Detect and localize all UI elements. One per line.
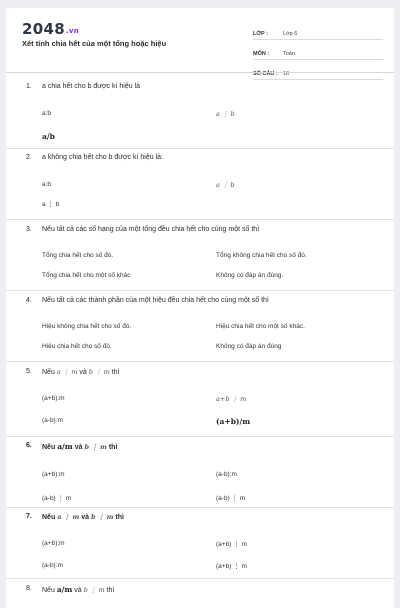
math-expression: b ⋮ m — [83, 586, 105, 594]
text-fragment: Nếu — [42, 587, 55, 594]
answer-a[interactable]: a:b — [42, 181, 52, 188]
math-expression: a ⋮ m — [56, 368, 78, 376]
answer-a[interactable]: (a+b):m — [42, 540, 65, 547]
answer-b[interactable]: Tổng không chia hết cho số đó. — [216, 252, 307, 259]
question-4 — [26, 297, 366, 350]
divider — [6, 361, 394, 362]
text-fragment: thì — [115, 514, 124, 521]
question-7 — [26, 513, 366, 570]
answer-b[interactable]: (a+b) ⋮ m — [216, 541, 247, 548]
answer-c[interactable]: (a-b):m — [42, 562, 63, 569]
math-expression: b ⋮ m — [88, 368, 110, 376]
brand-name: 2048 — [22, 20, 65, 38]
answer-a[interactable]: Hiệu không chia hết cho số đó. — [42, 323, 132, 330]
answer-a[interactable]: (a+b):m — [42, 395, 65, 402]
question-number: 5. — [26, 368, 32, 375]
question-text — [42, 442, 366, 451]
question-text: Nếu tất cả các thành phần của một hiệu đều chia hết cho cùng một số thì — [42, 297, 269, 304]
meta-class — [253, 22, 383, 40]
text-fragment: và — [74, 587, 82, 594]
answer-a[interactable]: Tổng chia hết cho số đó. — [42, 252, 114, 259]
answer-d[interactable]: Không có đáp án đúng. — [216, 272, 284, 279]
question-text — [42, 585, 366, 594]
answer-b[interactable]: Hiệu chia hết cho một số khác. — [216, 323, 305, 330]
divider — [6, 578, 394, 579]
math-expression: a/m — [57, 442, 73, 451]
text-fragment: thì — [108, 444, 118, 451]
question-number: 7. — [26, 513, 32, 520]
header-divider — [6, 72, 394, 73]
answer-d[interactable]: (a+b)/m — [216, 417, 251, 426]
text-fragment: thì — [106, 587, 115, 594]
meta-count-value: 16 — [283, 71, 290, 77]
math-expression: a ⋮ m — [57, 513, 80, 521]
divider — [6, 507, 394, 508]
meta-class-value: Lớp 6 — [283, 31, 298, 37]
question-text — [42, 513, 366, 521]
answer-d[interactable]: Không có đáp án đúng — [216, 343, 282, 350]
worksheet — [6, 8, 394, 608]
question-number: 6. — [26, 442, 32, 449]
answer-b[interactable]: a ⋮ b — [216, 110, 235, 118]
divider — [6, 436, 394, 437]
answer-c[interactable]: (a-b) ⋮ m — [42, 495, 72, 502]
divider — [6, 219, 394, 220]
math-expression: b ⋮ m — [91, 513, 114, 521]
question-1 — [26, 83, 366, 141]
question-number: 1. — [26, 83, 32, 90]
page-title: Xét tính chia hết của một tổng hoặc hiệu — [22, 39, 167, 48]
answer-d[interactable]: (a+b) ⋮ m — [216, 563, 247, 570]
meta-panel — [253, 22, 383, 82]
divider — [6, 148, 394, 149]
text-fragment: và — [74, 444, 83, 451]
question-number: 4. — [26, 297, 32, 304]
answer-b[interactable]: a ⋮ b — [216, 181, 235, 189]
meta-subject — [253, 42, 383, 60]
question-8 — [26, 585, 366, 594]
meta-subject-value: Toán — [283, 51, 295, 57]
question-number: 8. — [26, 585, 32, 592]
math-expression: a/m — [56, 585, 73, 594]
math-expression: b ⋮ m — [84, 443, 107, 451]
meta-subject-label: MÔN : — [253, 51, 270, 57]
answer-d[interactable]: (a-b) ⋮ m — [216, 495, 246, 502]
text-fragment: Nếu — [42, 514, 56, 521]
meta-count — [253, 62, 383, 80]
question-number: 2. — [26, 154, 32, 161]
meta-class-label: LỚP : — [253, 31, 268, 37]
answer-a[interactable]: (a+b):m — [42, 471, 65, 478]
question-2 — [26, 154, 366, 208]
question-6 — [26, 442, 366, 502]
answer-c[interactable]: (a-b):m — [42, 417, 63, 424]
divider — [6, 290, 394, 291]
text-fragment: thì — [111, 369, 120, 376]
question-text — [42, 368, 366, 376]
question-text: a không chia hết cho b được kí hiệu là: — [42, 154, 163, 161]
answer-b[interactable]: a+b ⋮ m — [216, 395, 247, 403]
brand-logo[interactable] — [22, 20, 79, 38]
question-text: Nếu tất cả các số hạng của một tổng đều chia hết cho cùng một số thì — [42, 226, 260, 233]
question-text: a chia hết cho b được kí hiệu là — [42, 83, 140, 90]
answer-c[interactable]: Tổng chia hết cho một số khác — [42, 272, 131, 279]
text-fragment: Nếu — [42, 444, 56, 451]
answer-c[interactable]: a/b — [42, 132, 55, 141]
answer-c[interactable]: a ⋮ b — [42, 201, 60, 208]
question-5 — [26, 368, 366, 426]
meta-count-label: SỐ CÂU : — [253, 71, 278, 77]
brand-suffix: .vn — [65, 27, 80, 35]
question-number: 3. — [26, 226, 32, 233]
answer-b[interactable]: (a-b):m — [216, 471, 237, 478]
text-fragment: Nếu — [42, 369, 55, 376]
answer-c[interactable]: Hiệu chia hết cho số đó. — [42, 343, 112, 350]
text-fragment: và — [81, 514, 90, 521]
answer-a[interactable]: a:b — [42, 110, 52, 117]
text-fragment: và — [79, 369, 87, 376]
question-3 — [26, 226, 366, 279]
